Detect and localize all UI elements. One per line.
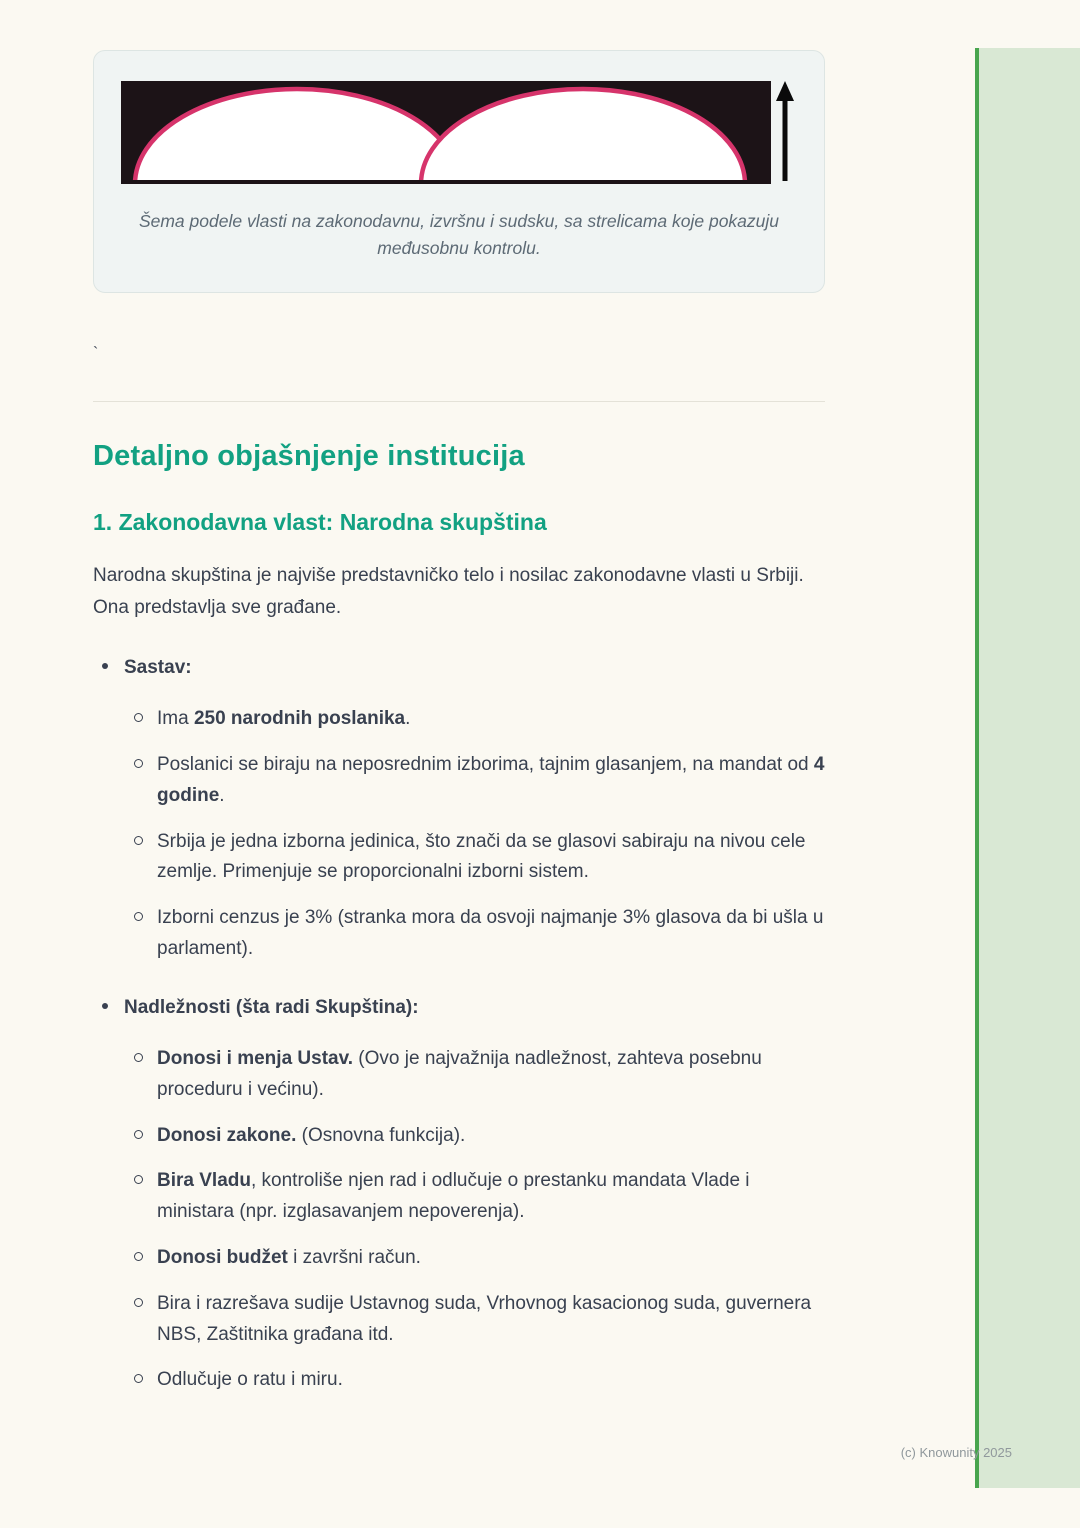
text-run: Izborni cenzus je 3% (stranka mora da osvoji najmanje 3% glasova da bi ušla u parlament). <box>157 907 824 959</box>
text-run: (Ovo je najvažnija nadležnost, zahteva posebnu proceduru i većinu). <box>157 1048 762 1100</box>
list-item-sastav <box>93 653 825 965</box>
list-title: Nadležnosti (šta radi Skupština): <box>124 996 419 1018</box>
text-run-bold: Bira Vladu <box>157 1170 251 1192</box>
text-run: Srbija je jedna izborna jedinica, što znači da se glasovi sabiraju na nivou cele zemlje. Primenjuje se proporcionalni izborni sistem. <box>157 830 806 883</box>
nadleznosti-sublist <box>124 1044 825 1396</box>
right-accent-stripe <box>975 48 1080 1488</box>
text-run: Ima <box>157 708 194 730</box>
list-item-nadleznosti <box>93 993 825 1396</box>
list-item <box>124 903 825 965</box>
text-run: (Osnovna funkcija). <box>296 1124 466 1146</box>
copyright-notice: (c) Knowunity 2025 <box>900 1445 1012 1460</box>
document-content <box>93 0 825 1396</box>
text-run-bold: 4 godine <box>157 754 825 806</box>
sastav-sublist <box>124 704 825 964</box>
text-run: i završni račun. <box>287 1247 421 1268</box>
section-divider <box>93 401 825 402</box>
diagram-svg <box>121 81 799 184</box>
intro-paragraph: Narodna skupština je najviše predstavničko telo i nosilac zakonodavne vlasti u Srbiji. Ona predstavlja sve građane. <box>93 565 804 618</box>
up-arrow-icon <box>776 81 794 181</box>
list-item <box>124 827 825 889</box>
institution-list <box>93 653 825 1396</box>
text-run: Odlučuje o ratu i miru. <box>157 1369 343 1391</box>
text-run-bold: Donosi budžet <box>157 1247 288 1268</box>
list-item <box>124 704 825 735</box>
list-item <box>124 1289 825 1351</box>
list-item <box>124 1243 825 1274</box>
text-run: Bira i razrešava sudije Ustavnog suda, Vrhovnog kasacionog suda, guvernera NBS, Zaštitnika građana itd. <box>157 1292 812 1345</box>
text-run: Poslanici se biraju na neposrednim izborima, tajnim glasanjem, na mandat od <box>157 754 814 776</box>
text-run-bold: Donosi i menja Ustav. <box>157 1048 354 1070</box>
text-run: . <box>405 708 411 730</box>
separation-of-powers-diagram <box>121 81 799 184</box>
text-run-bold: Donosi zakone. <box>157 1124 297 1146</box>
list-item <box>124 1044 825 1106</box>
list-title: Sastav: <box>124 656 192 678</box>
section-heading: 1. Zakonodavna vlast: Narodna skupština <box>93 509 547 536</box>
list-item <box>124 1166 825 1228</box>
main-heading: Detaljno objašnjenje institucija <box>93 440 525 473</box>
text-run: , kontroliše njen rad i odlučuje o prestanku mandata Vlade i ministara (npr. izglasavanjem nepoverenja). <box>157 1170 750 1223</box>
text-run: . <box>219 784 225 806</box>
figure-caption: Šema podele vlasti na zakonodavnu, izvršnu i sudsku, sa strelicama koje pokazuju međusobnu kontrolu. <box>138 211 780 259</box>
list-item <box>124 1365 825 1396</box>
figure-card <box>93 50 825 293</box>
text-run-bold: 250 narodnih poslanika <box>193 708 406 730</box>
list-item <box>124 750 825 812</box>
list-item <box>124 1121 825 1152</box>
diagram-baseline <box>121 180 771 184</box>
stray-backtick-text: ` <box>93 345 99 363</box>
